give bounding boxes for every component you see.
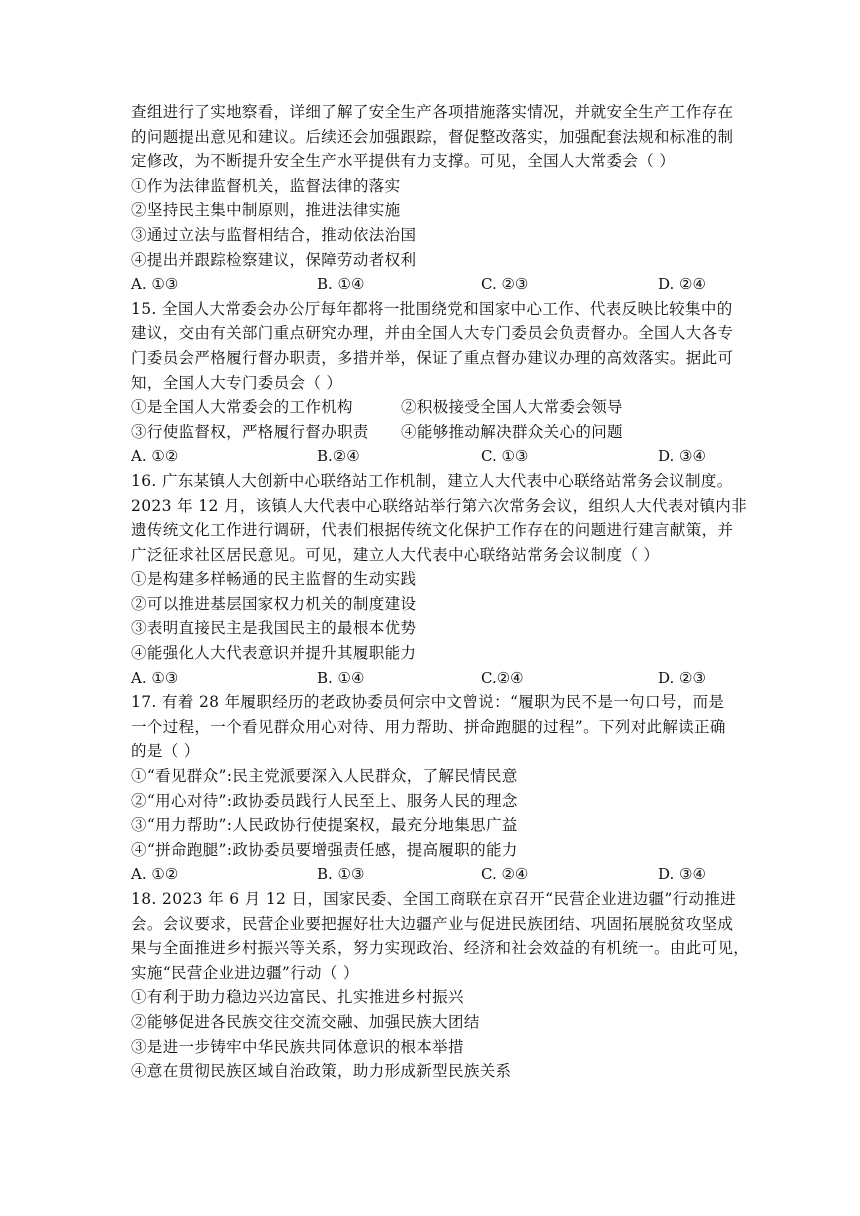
question-14-stem-line-2: 的问题提出意见和建议。后续还会加强跟踪，督促整改落实，加强配套法规和标准的制 [131, 127, 734, 146]
question-17-stem-line-1: 17. 有着 28 年履职经历的老政协委员何宗中文曾说：“履职为民不是一句口号，而是 [131, 693, 725, 712]
question-15-item-2: ②积极接受全国人大常委会领导 [401, 398, 623, 417]
question-17-item-1: ①“看见群众”:民主党派要深入人民群众，了解民情民意 [131, 767, 518, 786]
option-d: D. ③④ [658, 865, 706, 884]
question-18-item-3: ③是进一步铸牢中华民族共同体意识的根本举措 [131, 1037, 464, 1056]
question-18-item-2: ②能够促进各民族交往交流交融、加强民族大团结 [131, 1012, 480, 1031]
question-14 [131, 100, 734, 297]
option-d: D. ②③ [658, 668, 706, 687]
option-b: B. ①④ [317, 275, 365, 294]
question-15-items-row-1 [131, 395, 731, 420]
question-14-item-2: ②坚持民主集中制原则，推进法律实施 [131, 201, 401, 220]
option-a: A. ①③ [131, 275, 179, 294]
question-16-item-4: ④能强化人大代表意识并提升其履职能力 [131, 644, 417, 663]
option-a: A. ①② [131, 447, 179, 466]
option-c: C.②④ [481, 668, 524, 687]
question-16-stem-line-2: 2023 年 12 月，该镇人大代表中心联络站举行第六次常务会议，组织人大代表对镇内非 [131, 496, 748, 515]
question-14-stem-line-3: 定修改，为不断提升安全生产水平提供有力支撑。可见，全国人大常委会（ ） [131, 152, 676, 171]
question-14-stem-line-1: 查组进行了实地察看，详细了解了安全生产各项措施落实情况，并就安全生产工作存在 [131, 103, 734, 121]
question-15-stem-line-2: 建议，交由有关部门重点研究办理，并由全国人大专门委员会负责督办。全国人大各专 [131, 324, 734, 343]
question-16-stem-line-4: 广泛征求社区居民意见。可见，建立人大代表中心联络站常务会议制度（ ） [131, 545, 660, 564]
question-16 [131, 469, 748, 690]
question-16-item-3: ③表明直接民主是我国民主的最根本优势 [131, 619, 417, 638]
question-16-stem-line-1: 16. 广东某镇人大创新中心联络站工作机制，建立人大代表中心联络站常务会议制度。 [131, 471, 733, 490]
question-18-stem-line-1: 18. 2023 年 6 月 12 日，国家民委、全国工商联在京召开“民营企业进边疆”行动推进 [131, 890, 737, 908]
question-15-options [131, 444, 731, 469]
page-content [131, 100, 750, 1084]
question-16-options [131, 666, 731, 691]
question-14-item-4: ④提出并跟踪检察建议，保障劳动者权利 [131, 250, 417, 269]
question-15-item-3: ③行使监督权，严格履行督办职责 [131, 422, 369, 441]
question-15-stem-line-3: 门委员会严格履行督办职责，多措并举，保证了重点督办建议办理的高效落实。据此可 [131, 348, 734, 367]
option-b: B. ①③ [317, 865, 365, 884]
question-15 [131, 297, 734, 469]
question-14-item-3: ③通过立法与监督相结合，推动依法治国 [131, 225, 417, 244]
question-14-item-1: ①作为法律监督机关，监督法律的落实 [131, 176, 401, 195]
option-b: B.②④ [317, 447, 360, 466]
option-c: C. ②③ [481, 275, 529, 294]
question-17-item-2: ②“用心对待”:政协委员践行人民至上、服务人民的理念 [131, 791, 518, 810]
question-16-item-2: ②可以推进基层国家权力机关的制度建设 [131, 594, 417, 613]
question-15-stem-line-4: 知，全国人大专门委员会（ ） [131, 373, 343, 392]
question-18-item-1: ①有利于助力稳边兴边富民、扎实推进乡村振兴 [131, 988, 464, 1007]
question-18-stem-line-3: 果与全面推进乡村振兴等关系，努力实现政治、经济和社会效益的有机统一。由此可见， [131, 939, 750, 958]
question-18 [131, 887, 750, 1084]
option-b: B. ①④ [317, 668, 365, 687]
question-17-options [131, 862, 731, 887]
question-18-item-4: ④意在贯彻民族区域自治政策，助力形成新型民族关系 [131, 1062, 512, 1081]
option-c: C. ②④ [481, 865, 529, 884]
question-16-item-1: ①是构建多样畅通的民主监督的生动实践 [131, 570, 417, 589]
question-17-stem-line-2: 一个过程，一个看见群众用心对待、用力帮助、拼命跑腿的过程”。下列对此解读正确 [131, 717, 726, 736]
option-d: D. ②④ [658, 275, 706, 294]
question-17 [131, 690, 731, 887]
question-14-options [131, 272, 731, 297]
question-18-stem-line-2: 会。会议要求，民营企业要把握好壮大边疆产业与促进民族团结、巩固拓展脱贫攻坚成 [131, 914, 734, 933]
question-17-item-4: ④“拼命跑腿”:政协委员要增强责任感，提高履职的能力 [131, 840, 518, 859]
question-15-item-4: ④能够推动解决群众关心的问题 [401, 422, 623, 441]
option-d: D. ③④ [658, 447, 706, 466]
question-18-stem-line-4: 实施“民营企业进边疆”行动（ ） [131, 963, 359, 982]
question-15-item-1: ①是全国人大常委会的工作机构 [131, 398, 353, 417]
question-17-stem-line-3: 的是（ ） [131, 742, 200, 761]
question-15-stem-line-1: 15. 全国人大常委会办公厅每年都将一批围绕党和国家中心工作、代表反映比较集中的 [131, 299, 733, 318]
question-17-item-3: ③“用力帮助”:人民政协行使提案权，最充分地集思广益 [131, 816, 518, 835]
question-16-stem-line-3: 遗传统文化工作进行调研，代表们根据传统文化保护工作存在的问题进行建言献策，并 [131, 521, 734, 540]
option-a: A. ①③ [131, 668, 179, 687]
question-15-items-row-2 [131, 420, 731, 445]
option-c: C. ①③ [481, 447, 529, 466]
option-a: A. ①② [131, 865, 179, 884]
